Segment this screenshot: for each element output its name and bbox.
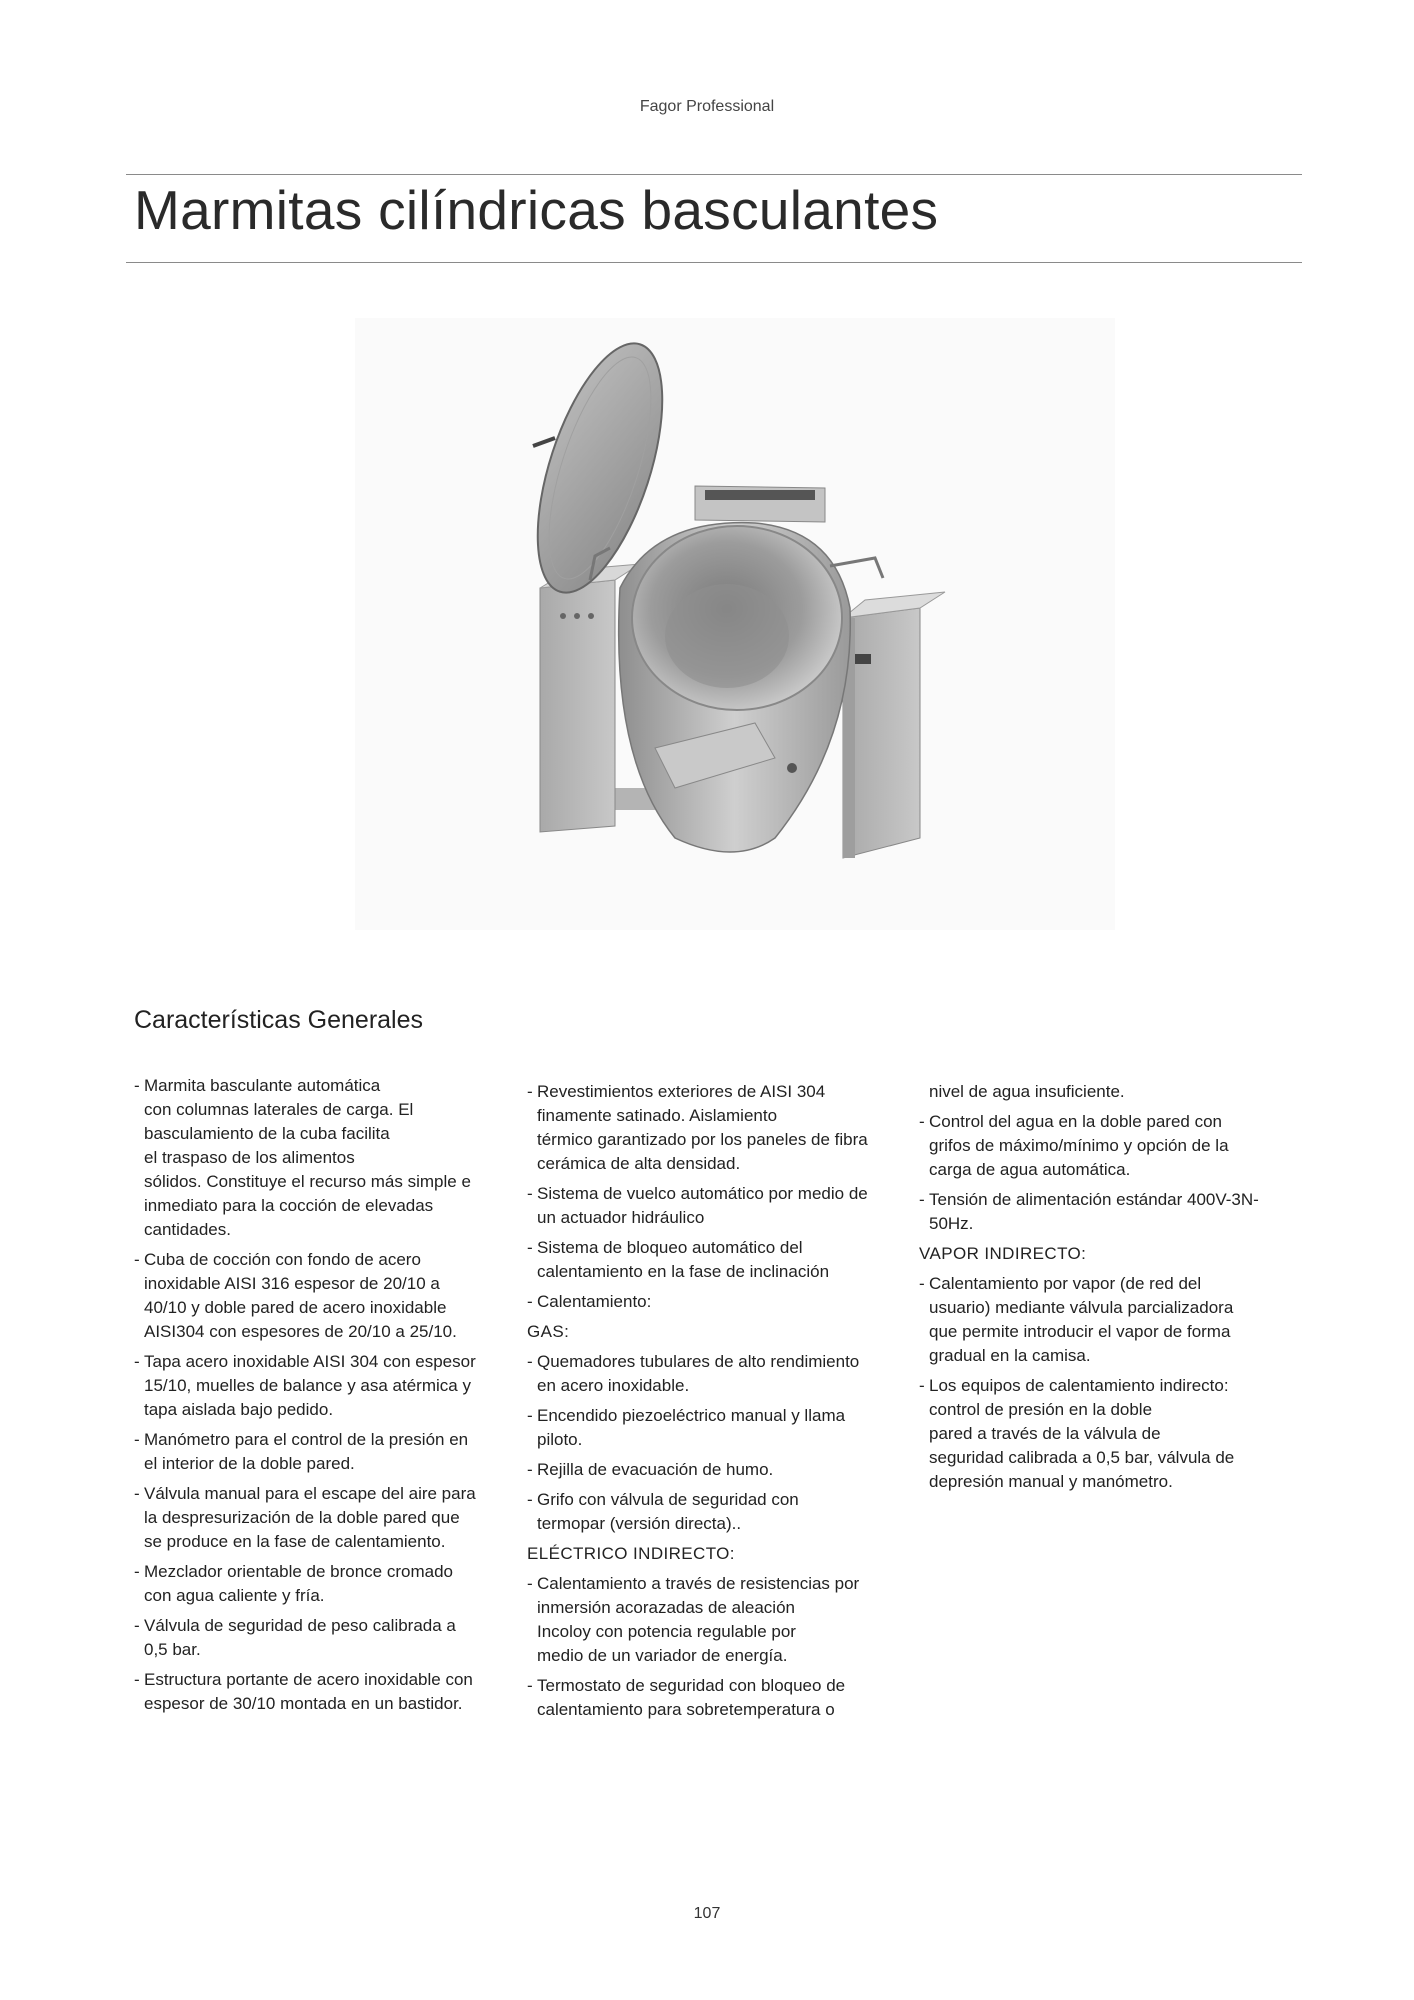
list-item: - Marmita basculante automática con columnas laterales de carga. El basculamiento de la cuba facilita el traspaso de los alimentos sólidos. Constituye el recurso más simple e inmediato para la cocción de elevadas cantidades. bbox=[134, 1076, 471, 1239]
list-item: - Sistema de vuelco automático por medio de un actuador hidráulico bbox=[527, 1184, 868, 1227]
page-title: Marmitas cilíndricas basculantes bbox=[134, 179, 939, 241]
list-item: - Control del agua en la doble pared con grifos de máximo/mínimo y opción de la carga de agua automática. bbox=[919, 1112, 1229, 1179]
lid-handle bbox=[533, 438, 555, 446]
list-item: - Manómetro para el control de la presión en el interior de la doble pared. bbox=[134, 1430, 469, 1473]
list-item: - Tensión de alimentación estándar 400V-3N- 50Hz. bbox=[919, 1190, 1259, 1233]
list-item: - Calentamiento: bbox=[527, 1292, 652, 1311]
list-item: - Revestimientos exteriores de AISI 304 finamente satinado. Aislamiento térmico garantizado por los paneles de fibra cerámica de alta densidad. bbox=[527, 1082, 868, 1173]
electric-heading: ELÉCTRICO INDIRECTO: bbox=[527, 1544, 735, 1563]
list-item: - Calentamiento a través de resistencias por inmersión acorazadas de aleación Incoloy con potencia regulable por medio de un variador de energía. bbox=[527, 1574, 860, 1665]
features-column-1 bbox=[134, 1074, 516, 1722]
title-rule bbox=[126, 262, 1302, 263]
tilting-kettle-illustration bbox=[355, 318, 1115, 930]
product-image bbox=[355, 318, 1115, 930]
features-column-2 bbox=[527, 1080, 909, 1728]
top-rule bbox=[126, 174, 1302, 175]
list-item: - Los equipos de calentamiento indirecto: control de presión en la doble pared a través de la válvula de seguridad calibrada a 0,5 bar, válvula de depresión manual y manómetro. bbox=[919, 1376, 1235, 1491]
gas-heading: GAS: bbox=[527, 1322, 570, 1341]
list-item: - Tapa acero inoxidable AISI 304 con espesor 15/10, muelles de balance y asa atérmica y tapa aislada bajo pedido. bbox=[134, 1352, 476, 1419]
features-column-3 bbox=[919, 1080, 1301, 1500]
list-item: - Estructura portante de acero inoxidable con espesor de 30/10 montada en un bastidor. bbox=[134, 1670, 473, 1713]
list-item: - Termostato de seguridad con bloqueo de calentamiento para sobretemperatura o bbox=[527, 1676, 846, 1719]
page-number: 107 bbox=[693, 1905, 721, 1922]
list-item: - Sistema de bloqueo automático del calentamiento en la fase de inclinación bbox=[527, 1238, 830, 1281]
list-item: - Válvula manual para el escape del aire para la despresurización de la doble pared que se produce en la fase de calentamiento. bbox=[134, 1484, 476, 1551]
list-item: - Encendido piezoeléctrico manual y llama piloto. bbox=[527, 1406, 846, 1449]
list-item: - Rejilla de evacuación de humo. bbox=[527, 1460, 774, 1479]
continuation-text: nivel de agua insuficiente. bbox=[929, 1082, 1125, 1101]
brand-header: Fagor Professional bbox=[639, 98, 775, 115]
list-item: - Quemadores tubulares de alto rendimiento en acero inoxidable. bbox=[527, 1352, 860, 1395]
vapor-heading: VAPOR INDIRECTO: bbox=[919, 1244, 1087, 1263]
section-title: Características Generales bbox=[134, 1006, 424, 1034]
list-item: - Válvula de seguridad de peso calibrada a 0,5 bar. bbox=[134, 1616, 456, 1659]
list-item: - Grifo con válvula de seguridad con termopar (versión directa).. bbox=[527, 1490, 799, 1533]
list-item: - Cuba de cocción con fondo de acero inoxidable AISI 316 espesor de 20/10 a 40/10 y doble pared de acero inoxidable AISI304 con espesores de 20/10 a 25/10. bbox=[134, 1250, 457, 1341]
list-item: - Calentamiento por vapor (de red del usuario) mediante válvula parcializadora que permite introducir el vapor de forma gradual en la camisa. bbox=[919, 1274, 1234, 1365]
list-item: - Mezclador orientable de bronce cromado con agua caliente y fría. bbox=[134, 1562, 454, 1605]
